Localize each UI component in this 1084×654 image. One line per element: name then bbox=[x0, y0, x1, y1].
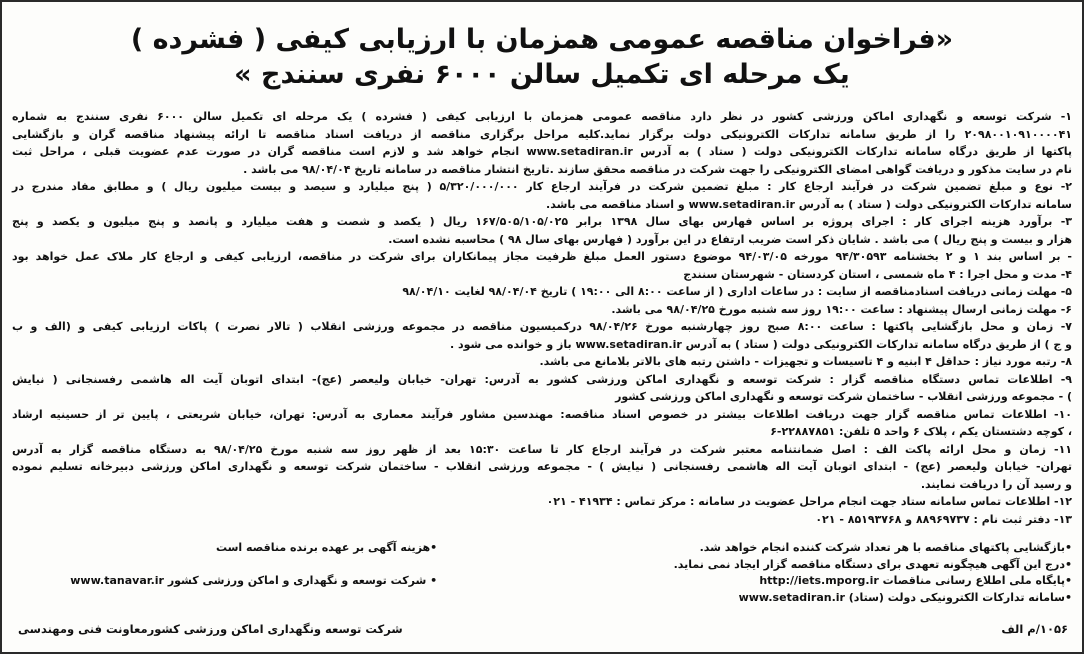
body-line: و رسید آن را دریافت نمایند. bbox=[920, 477, 1072, 491]
body-line: هزار و بیست و پنج ریال ) می باشد . شایان ذکر است ضریب ارتفاع در این برآورد ( فهارس بهای سال ۹۸ ) محاسبه نشده است. bbox=[388, 232, 1072, 246]
note-item: •پایگاه ملی اطلاع رسانی مناقصات http://iets.mporg.ir bbox=[759, 574, 1072, 587]
body-line: - بر اساس بند ۱ و ۲ بخشنامه ۹۴/۳۰۵۹۳ مورخه ۹۴/۰۳/۰۵ موضوع دستور العمل مبلغ ظرفیت مجاز پیمانکاران برای شرکت در مناقصه، ارزیابی کیفی و ارجاع کار ملاک عمل خواهد بود bbox=[12, 250, 1072, 263]
notice-footer bbox=[12, 620, 1072, 638]
notice-body bbox=[12, 108, 1072, 528]
body-line: ۲- نوع و مبلغ تضمین شرکت در فرآیند ارجاع کار : مبلغ تضمین شرکت در فرآیند ارجاع کار ۵/۳۲۰/۰۰۰/۰۰۰ ( پنج میلیارد و سیصد و بیست میلیون ریال ) و مطابق مفاد مندرج در bbox=[12, 180, 1072, 193]
issuer-signature: شرکت توسعه ونگهداری اماکن ورزشی کشورمعاونت فنی ومهندسی bbox=[18, 622, 403, 636]
body-line: پاکتها از طریق درگاه سامانه تدارکات الکترونیکی دولت ( ستاد ) به آدرس www.setadiran.ir انجام خواهد شد و لازم است مناقصه گران در صورت عدم عضویت قبلی ، مراحل ثبت bbox=[12, 145, 1072, 158]
body-line: ۱۰- اطلاعات تماس مناقصه گزار جهت دریافت اطلاعات بیشتر در خصوص اسناد مناقصه: مهندسین مشاور فرآیند معماری به آدرس: تهران، خیابان شریعتی ، پایین تر از حسینیه ارشاد bbox=[12, 407, 1072, 421]
body-line: و ج ) از طریق درگاه سامانه تدارکات الکترونیکی دولت ( ستاد ) به آدرس www.setadiran.ir باز و خوانده می شود . bbox=[449, 337, 1072, 351]
note-item: •هزینه آگهی بر عهده برنده مناقصه است bbox=[215, 541, 438, 554]
note-item: •درج این آگهی هیچگونه تعهدی برای دستگاه مناقصه گزار ایجاد نمی نماید. bbox=[673, 557, 1072, 571]
note-row bbox=[12, 590, 1072, 607]
body-line: ۱- شرکت توسعه و نگهداری اماکن ورزشی کشور در نظر دارد مناقصه عمومی همزمان با ارزیابی کیفی ( فشرده ) یک مرحله ای تکمیل سالن ۶۰۰۰ نفری سنندج به شماره bbox=[12, 110, 1072, 123]
note-row bbox=[12, 540, 1072, 557]
note-item: •بازگشایی پاکتهای مناقصه با هر تعداد شرکت کننده انجام خواهد شد. bbox=[699, 541, 1072, 554]
body-line: ۹- اطلاعات تماس دستگاه مناقصه گزار : شرکت توسعه و نگهداری اماکن ورزشی کشور به آدرس: تهران- خیابان ولیعصر (عج)- ابتدای اتوبان آیت اله هاشمی رفسنجانی ( نیایش bbox=[12, 372, 1072, 386]
body-line: ) - مجموعه ورزشی انقلاب - ساختمان شرکت توسعه و نگهداری اماکن ورزشی کشور bbox=[615, 390, 1072, 403]
body-line: سامانه تدارکات الکترونیکی دولت ( ستاد ) به آدرس www.setadiran.ir و اسناد مناقصه می باشد. bbox=[546, 197, 1072, 211]
note-row bbox=[12, 573, 1072, 590]
body-line: ۵- مهلت زمانی دریافت اسنادمناقصه از سایت : در ساعات اداری ( از ساعت ۸:۰۰ الی ۱۹:۰۰ ) تاریخ ۹۸/۰۴/۰۴ لغایت ۹۸/۰۴/۱۰ bbox=[402, 285, 1072, 298]
body-line: ۸- رتبه مورد نیاز : حداقل ۴ ابنیه و ۴ تاسیسات و تجهیزات - داشتن رتبه های بالاتر بلامانع می باشد. bbox=[539, 355, 1072, 368]
title-line-1: «فراخوان مناقصه عمومی همزمان با ارزیابی کیفی ( فشرده ) bbox=[130, 24, 954, 55]
note-item: •سامانه تدارکات الکترونیکی دولت (ستاد) www.setadiran.ir bbox=[738, 590, 1072, 604]
body-line: نام در سایت مذکور و دریافت گواهی امضای الکترونیکی را جهت شرکت در مناقصه محقق سازند .تاریخ انتشار مناقصه در سامانه تاریخ ۹۸/۰۴/۰۴ می باشد . bbox=[243, 162, 1072, 176]
body-line: ۳- برآورد هزینه اجرای کار : اجرای پروژه بر اساس فهارس بهای سال ۱۳۹۸ برابر ۱۶۷/۵۰۵/۱۰۵/۰۲۵ ریال ( یکصد و شصت و هفت میلیارد و پانصد و پنج میلیون و یکصد و پنج bbox=[12, 215, 1072, 228]
body-line: ۴- مدت و محل اجرا : ۴ ماه شمسی ، استان کردستان - شهرستان سنندج bbox=[683, 267, 1072, 281]
note-row bbox=[12, 557, 1072, 574]
notice-title bbox=[12, 22, 1072, 92]
body-line: تهران- خیابان ولیعصر (عج) - ابتدای اتوبان آیت اله هاشمی رفسنجانی ( نیایش ) - مجموعه ورزشی انقلاب - ساختمان شرکت توسعه و نگهداری اماکن ورزشی دبیرخانه تسلیم نموده bbox=[12, 460, 1072, 473]
reference-number: ۱۰۵۶/م الف bbox=[1001, 622, 1068, 636]
title-line-2: یک مرحله ای تکمیل سالن ۶۰۰۰ نفری سنندج » bbox=[234, 59, 850, 90]
body-line: ۷- زمان و محل بازگشایی پاکتها : ساعت ۸:۰۰ صبح روز چهارشنبه مورخ ۹۸/۰۴/۲۶ درکمیسیون مناقصه در مجموعه ورزشی انقلاب ( تالار نصرت ) پاکات ارزیابی کیفی و (الف و ب bbox=[12, 320, 1072, 333]
body-line: ، کوچه دشتستان یکم ، پلاک ۶ واحد ۵ تلفن: ۲۲۸۸۷۸۵۱-۶ bbox=[770, 425, 1072, 438]
body-line: ۱۳- دفتر ثبت نام : ۸۸۹۶۹۷۳۷ و ۸۵۱۹۳۷۶۸ - ۰۲۱ bbox=[815, 512, 1072, 526]
note-item bbox=[12, 590, 457, 607]
note-item bbox=[12, 557, 457, 574]
body-line: ۱۱- زمان و محل ارائه پاکت الف : اصل ضمانتنامه معتبر شرکت در فرآیند ارجاع کار تا ساعت ۱۵:۳۰ بعد از ظهر روز سه شنبه مورخ ۹۸/۰۴/۲۵ به دستگاه مناقصه گزار به آدرس bbox=[12, 442, 1072, 456]
body-line: ۲۰۹۸۰۰۱۰۹۱۰۰۰۰۴۱ را از طریق سامانه تدارکات الکترونیکی دولت برگزار نماید.کلیه مراحل برگزاری مناقصه از دریافت اسناد مناقصه تا ارائه پیشنهاد مناقصه گران و بازگشایی bbox=[12, 127, 1072, 141]
note-item: • شرکت توسعه و نگهداری و اماکن ورزشی کشور www.tanavar.ir bbox=[70, 574, 438, 587]
body-line: ۱۲- اطلاعات تماس سامانه ستاد جهت انجام مراحل عضویت در سامانه : مرکز تماس : ۴۱۹۳۴ - ۰۲۱ bbox=[546, 495, 1072, 508]
body-line: ۶- مهلت زمانی ارسال پیشنهاد : ساعت ۱۹:۰۰ روز سه شنبه مورخ ۹۸/۰۴/۲۵ می باشد. bbox=[611, 302, 1072, 316]
notes-section bbox=[12, 540, 1072, 606]
